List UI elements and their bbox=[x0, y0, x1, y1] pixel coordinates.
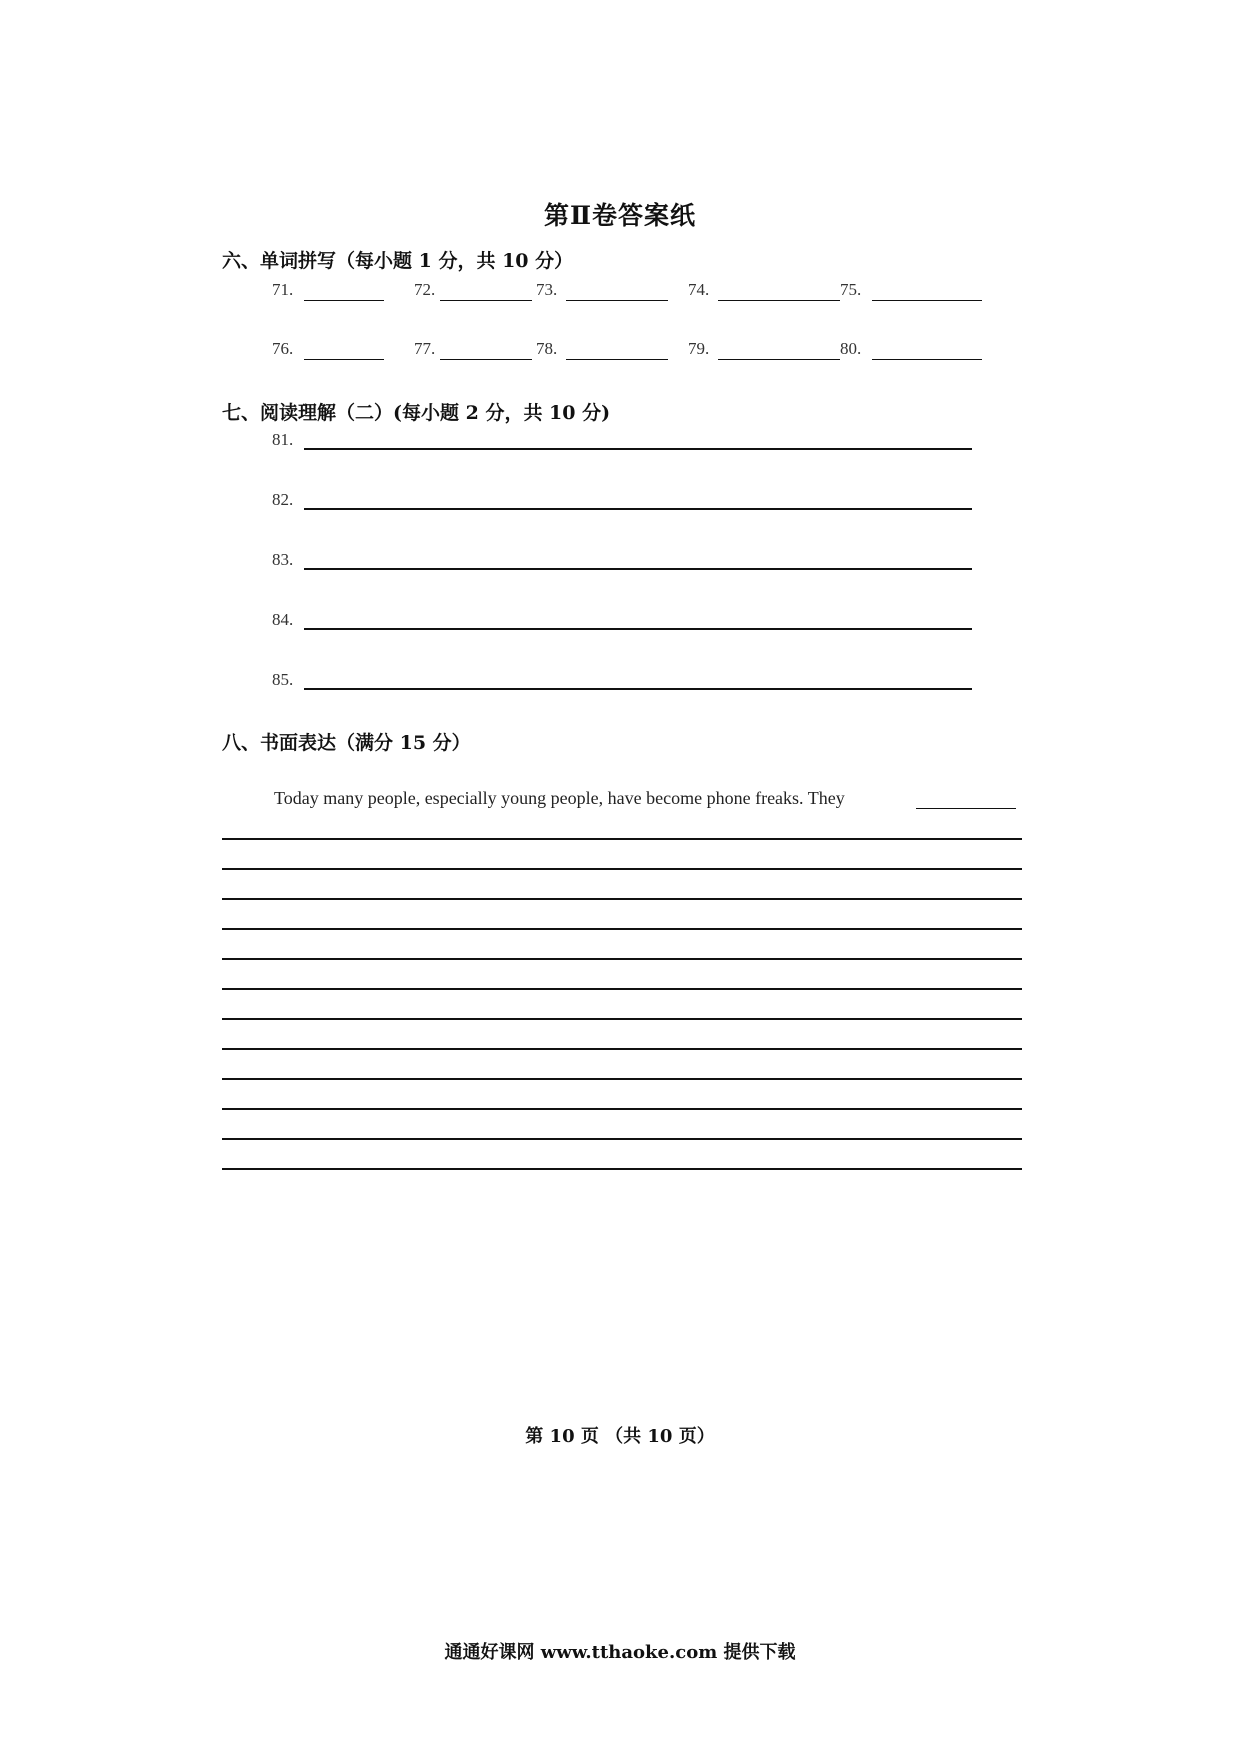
download-note: 通通好课网 www.tthaoke.com 提供下载 bbox=[444, 1642, 796, 1663]
answer-blank-78[interactable] bbox=[566, 359, 668, 360]
answer-blank-73[interactable] bbox=[566, 300, 668, 301]
item-label: 76. bbox=[272, 339, 294, 358]
section6-heading: 六、单词拼写（每小题 1 分，共 10 分） bbox=[222, 250, 574, 272]
answer-line-82[interactable] bbox=[304, 508, 972, 510]
answer-line-85[interactable] bbox=[304, 688, 972, 690]
item-label: 83. bbox=[272, 550, 294, 569]
section7-heading: 七、阅读理解（二）(每小题 2 分，共 10 分) bbox=[222, 402, 611, 424]
writing-line[interactable] bbox=[222, 988, 1022, 990]
answer-blank-71[interactable] bbox=[304, 300, 384, 301]
item-label: 71. bbox=[272, 280, 294, 299]
answer-line-81[interactable] bbox=[304, 448, 972, 450]
item-label: 75. bbox=[840, 280, 862, 299]
writing-prompt: Today many people, especially young people, have become phone freaks. They bbox=[274, 788, 845, 808]
answer-blank-77[interactable] bbox=[440, 359, 532, 360]
item-label: 74. bbox=[688, 280, 710, 299]
writing-line[interactable] bbox=[222, 1138, 1022, 1140]
item-label: 82. bbox=[272, 490, 294, 509]
answer-line-84[interactable] bbox=[304, 628, 972, 630]
item-label: 85. bbox=[272, 670, 294, 689]
item-label: 81. bbox=[272, 430, 294, 449]
writing-line[interactable] bbox=[222, 838, 1022, 840]
writing-line[interactable] bbox=[222, 868, 1022, 870]
answer-blank-80[interactable] bbox=[872, 359, 982, 360]
item-label: 79. bbox=[688, 339, 710, 358]
writing-line[interactable] bbox=[222, 958, 1022, 960]
item-label: 72. bbox=[414, 280, 436, 299]
answer-blank-72[interactable] bbox=[440, 300, 532, 301]
page-number: 第 10 页 （共 10 页） bbox=[525, 1426, 715, 1447]
writing-line[interactable] bbox=[222, 1048, 1022, 1050]
answer-blank-74[interactable] bbox=[718, 300, 840, 301]
writing-line[interactable] bbox=[222, 1078, 1022, 1080]
section8-heading: 八、书面表达（满分 15 分） bbox=[222, 732, 471, 754]
item-label: 73. bbox=[536, 280, 558, 299]
writing-line[interactable] bbox=[222, 1018, 1022, 1020]
answer-blank-75[interactable] bbox=[872, 300, 982, 301]
item-label: 80. bbox=[840, 339, 862, 358]
writing-line[interactable] bbox=[222, 1168, 1022, 1170]
answer-blank-79[interactable] bbox=[718, 359, 840, 360]
writing-line[interactable] bbox=[222, 1108, 1022, 1110]
page-title: 第Ⅱ卷答案纸 bbox=[543, 201, 697, 230]
writing-line[interactable] bbox=[222, 928, 1022, 930]
item-label: 77. bbox=[414, 339, 436, 358]
answer-blank-76[interactable] bbox=[304, 359, 384, 360]
writing-line[interactable] bbox=[222, 898, 1022, 900]
prompt-continuation-blank[interactable] bbox=[916, 808, 1016, 809]
answer-line-83[interactable] bbox=[304, 568, 972, 570]
item-label: 78. bbox=[536, 339, 558, 358]
item-label: 84. bbox=[272, 610, 294, 629]
